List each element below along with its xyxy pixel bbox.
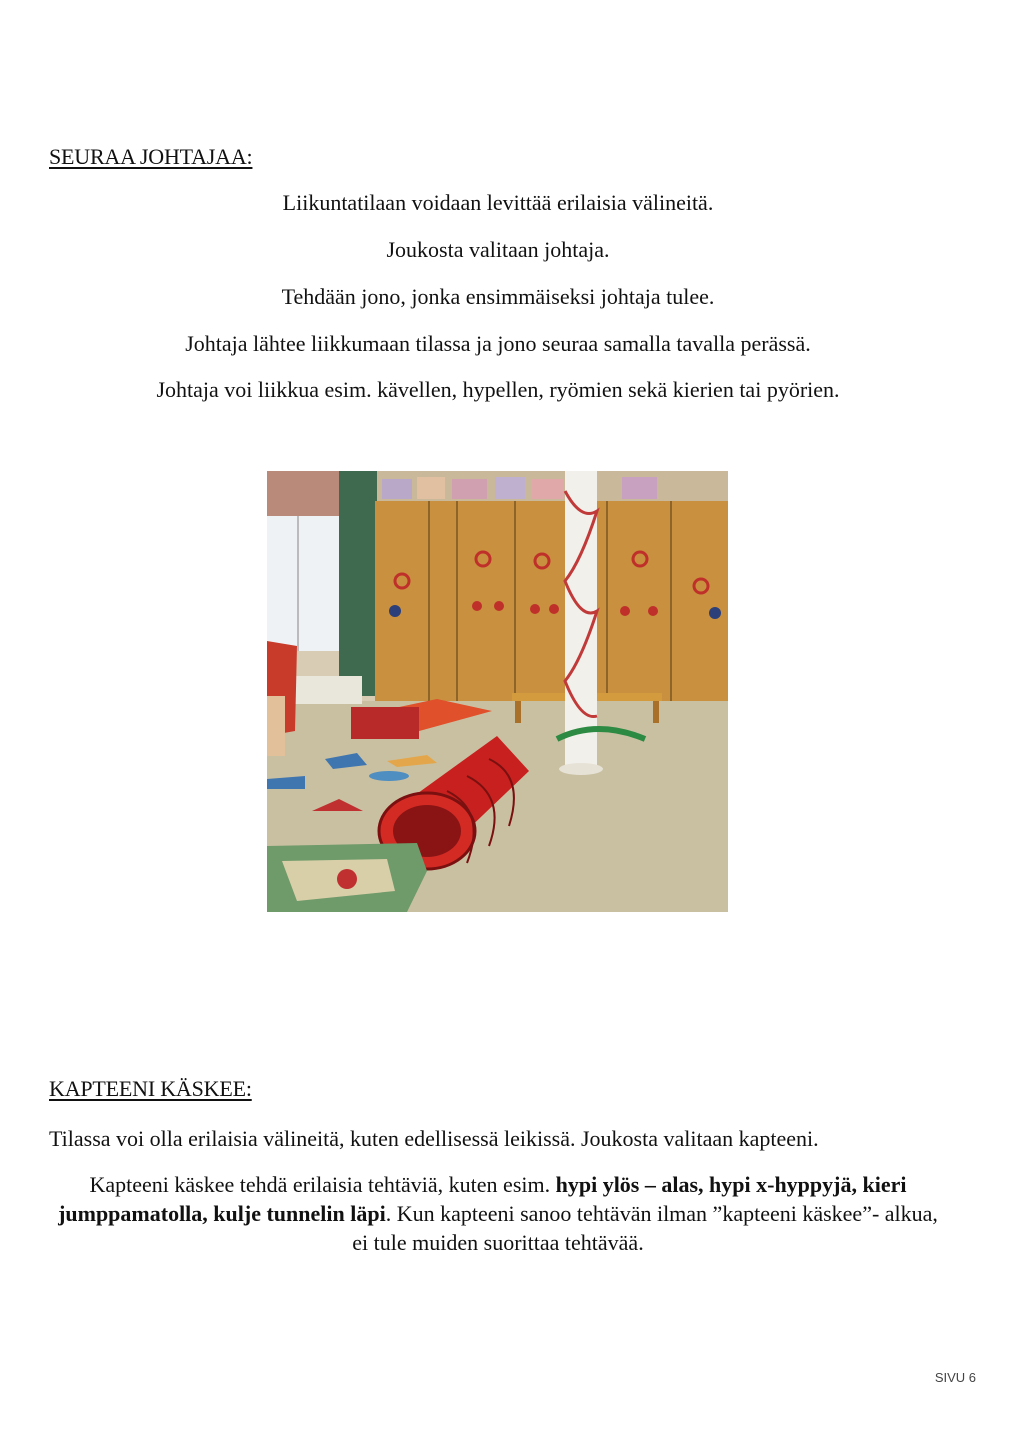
instruction-line-4: Johtaja lähtee liikkumaan tilassa ja jono seuraa samalla tavalla perässä.: [185, 331, 811, 356]
instruction-line-3: Tehdään jono, jonka ensimmäiseksi johtaja tulee.: [281, 284, 715, 309]
kapteeni-paragraph-2: [50, 1170, 946, 1257]
instruction-line-1: Liikuntatilaan voidaan levittää erilaisia välineitä.: [282, 190, 714, 215]
section-heading-seuraa-johtajaa: SEURAA JOHTAJAA:: [49, 144, 253, 169]
kapteeni-paragraph-1: Tilassa voi olla erilaisia välineitä, kuten edellisessä leikissä. Joukosta valitaan kapteeni.: [49, 1126, 819, 1151]
section-heading-kapteeni-kaskee: KAPTEENI KÄSKEE:: [49, 1076, 252, 1101]
gym-room-photo: [267, 471, 728, 912]
instruction-line-5: Johtaja voi liikkua esim. kävellen, hypellen, ryömien sekä kierien tai pyörien.: [156, 377, 840, 402]
gym-room-illustration: [267, 471, 728, 912]
instruction-line-2: Joukosta valitaan johtaja.: [386, 237, 610, 262]
page-number: SIVU 6: [934, 1370, 976, 1385]
kapteeni-paragraph-2-start: Kapteeni käskee tehdä erilaisia tehtäviä, kuten esim.: [89, 1172, 556, 1197]
kapteeni-paragraph-2-bold-tasks: hypi ylös – alas, hypi x-hyppyjä, kieri jumppamatolla, kulje tunnelin läpi: [58, 1172, 907, 1226]
kapteeni-paragraph-2-end: . Kun kapteeni sanoo tehtävän ilman ”kapteeni käskee”- alkua, ei tule muiden suorittaa tehtävää.: [352, 1201, 938, 1255]
